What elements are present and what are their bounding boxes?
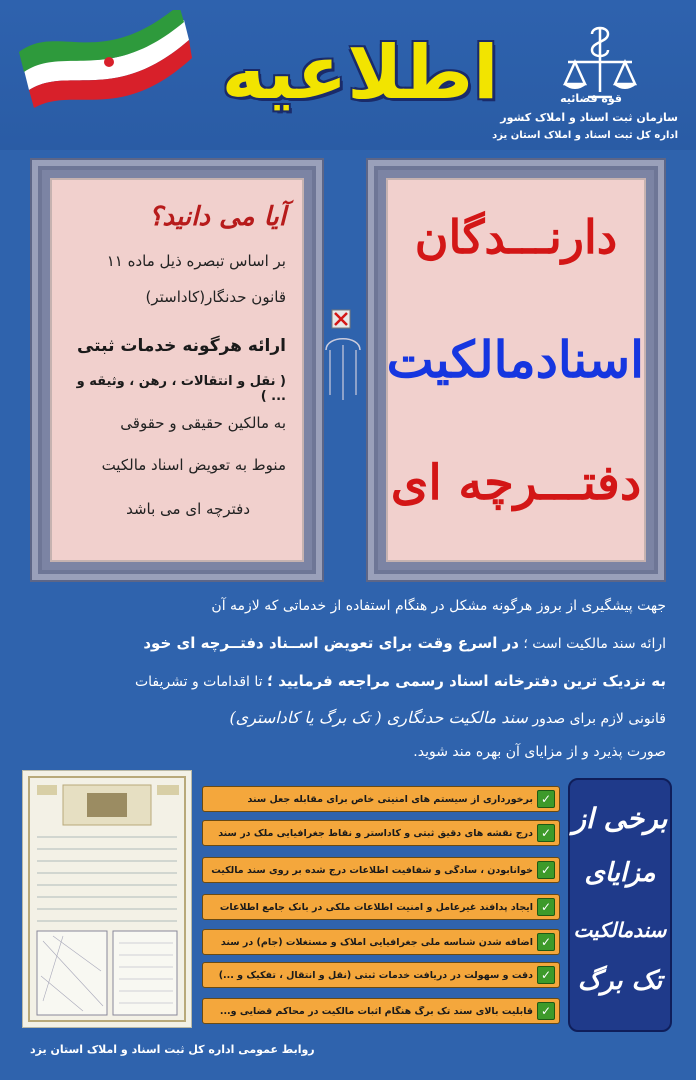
side-box-line-1: برخی از xyxy=(572,802,668,835)
benefits-side-box xyxy=(568,778,672,1032)
feature-item xyxy=(202,929,560,955)
did-you-know-panel xyxy=(50,178,304,562)
feature-item xyxy=(202,857,560,883)
side-box-line-2: مزایای xyxy=(584,858,656,888)
feature-text: خوانابودن ، سادگی و شفافیت اطلاعات درج شده بر روی سند مالکیت xyxy=(211,864,533,876)
feature-item xyxy=(202,786,560,812)
holders-line-1: دارنـــدگان xyxy=(414,210,618,264)
did-you-know-title: آیا می دانید؟ xyxy=(148,202,286,232)
check-icon: ✓ xyxy=(537,1002,555,1020)
paragraph-line-2-bold: در اسرع وقت برای تعویض اســناد دفتــرچه ای خود xyxy=(143,634,519,652)
paragraph-line-4-normal: قانونی لازم برای صدور xyxy=(527,711,666,727)
check-icon: ✓ xyxy=(537,824,555,842)
check-icon: ✓ xyxy=(537,790,555,808)
page-title: اطلاعیه xyxy=(221,30,499,116)
did-you-know-line-5: دفترچه ای می باشد xyxy=(126,500,250,518)
frame-connector xyxy=(322,300,364,410)
org-line-1: قوه قضائیه xyxy=(560,92,622,105)
side-box-line-4: تک برگ xyxy=(577,966,663,996)
paragraph-line-2-normal: ارائه سند مالکیت است ؛ xyxy=(518,636,666,652)
org-line-3: اداره کل ثبت اسناد و املاک استان یزد xyxy=(492,130,678,141)
did-you-know-line-1: بر اساس تبصره ذیل ماده ۱۱ xyxy=(106,252,286,270)
did-you-know-frame xyxy=(30,158,324,582)
iran-flag-ribbon xyxy=(14,10,194,110)
feature-text: اضافه شدن شناسه ملی جغرافیایی املاک و مستغلات (جام) در سند xyxy=(220,936,533,948)
feature-item xyxy=(202,998,560,1024)
feature-item xyxy=(202,962,560,988)
feature-text: برخورداری از سیستم های امنیتی خاص برای مقابله جعل سند xyxy=(247,793,533,805)
check-icon: ✓ xyxy=(537,898,555,916)
paragraph-line-3-bold: به نزدیک ترین دفترخانه اسناد رسمی مراجعه فرمایید ؛ xyxy=(267,672,666,690)
holders-frame xyxy=(366,158,666,582)
paragraph-line-4-italic: سند مالکیت حدنگاری ( تک برگ یا کاداستری) xyxy=(229,708,528,727)
did-you-know-line-3: به مالکین حقیقی و حقوقی xyxy=(120,414,286,432)
feature-item xyxy=(202,820,560,846)
paragraph-line-5: صورت پذیرد و از مزایای آن بهره مند شوید. xyxy=(413,744,666,760)
check-icon: ✓ xyxy=(537,861,555,879)
footer-credit: روابط عمومی اداره کل ثبت اسناد و املاک استان یزد xyxy=(30,1043,315,1056)
property-deed-image xyxy=(22,770,192,1028)
feature-text: قابلیت بالای سند تک برگ هنگام اثبات مالکیت در محاکم قضایی و... xyxy=(219,1005,533,1017)
feature-item xyxy=(202,894,560,920)
paragraph-line-2 xyxy=(26,634,666,652)
check-icon: ✓ xyxy=(537,933,555,951)
side-box-line-3: سندمالکیت xyxy=(573,918,667,942)
holders-line-2: اسنادمالکیت xyxy=(386,330,644,389)
did-you-know-line-2: قانون حدنگار(کاداستر) xyxy=(145,288,286,306)
paragraph-line-4 xyxy=(26,708,666,727)
did-you-know-bold-1: ارائه هرگونه خدمات ثبتی xyxy=(76,336,286,356)
did-you-know-bold-2: ( نقل و انتقالات ، رهن ، وثیقه و ... ) xyxy=(76,374,286,404)
org-line-2: سازمان ثبت اسناد و املاک کشور xyxy=(500,111,678,124)
holders-line-3: دفتـــرچه ای xyxy=(390,455,642,511)
did-you-know-line-4: منوط به تعویض اسناد مالکیت xyxy=(101,456,286,474)
feature-text: دقت و سهولت در دریافت خدمات ثبتی (نقل و انتقال ، تفکیک و ...) xyxy=(218,969,533,981)
check-icon: ✓ xyxy=(537,966,555,984)
feature-text: ایجاد پدافند غیرعامل و امنیت اطلاعات ملکی در بانک جامع اطلاعات xyxy=(219,901,533,913)
paragraph-line-3 xyxy=(26,672,666,690)
organization-block xyxy=(478,92,678,141)
feature-text: درج نقشه های دقیق ثبتی و کاداستر و نقاط جغرافیایی ملک در سند xyxy=(218,827,533,839)
paragraph-line-3-normal: تا اقدامات و تشریفات xyxy=(134,674,267,690)
holders-panel xyxy=(386,178,646,562)
paragraph-line-1: جهت پیشگیری از بروز هرگونه مشکل در هنگام استفاده از خدماتی که لازمه آن xyxy=(211,598,666,614)
